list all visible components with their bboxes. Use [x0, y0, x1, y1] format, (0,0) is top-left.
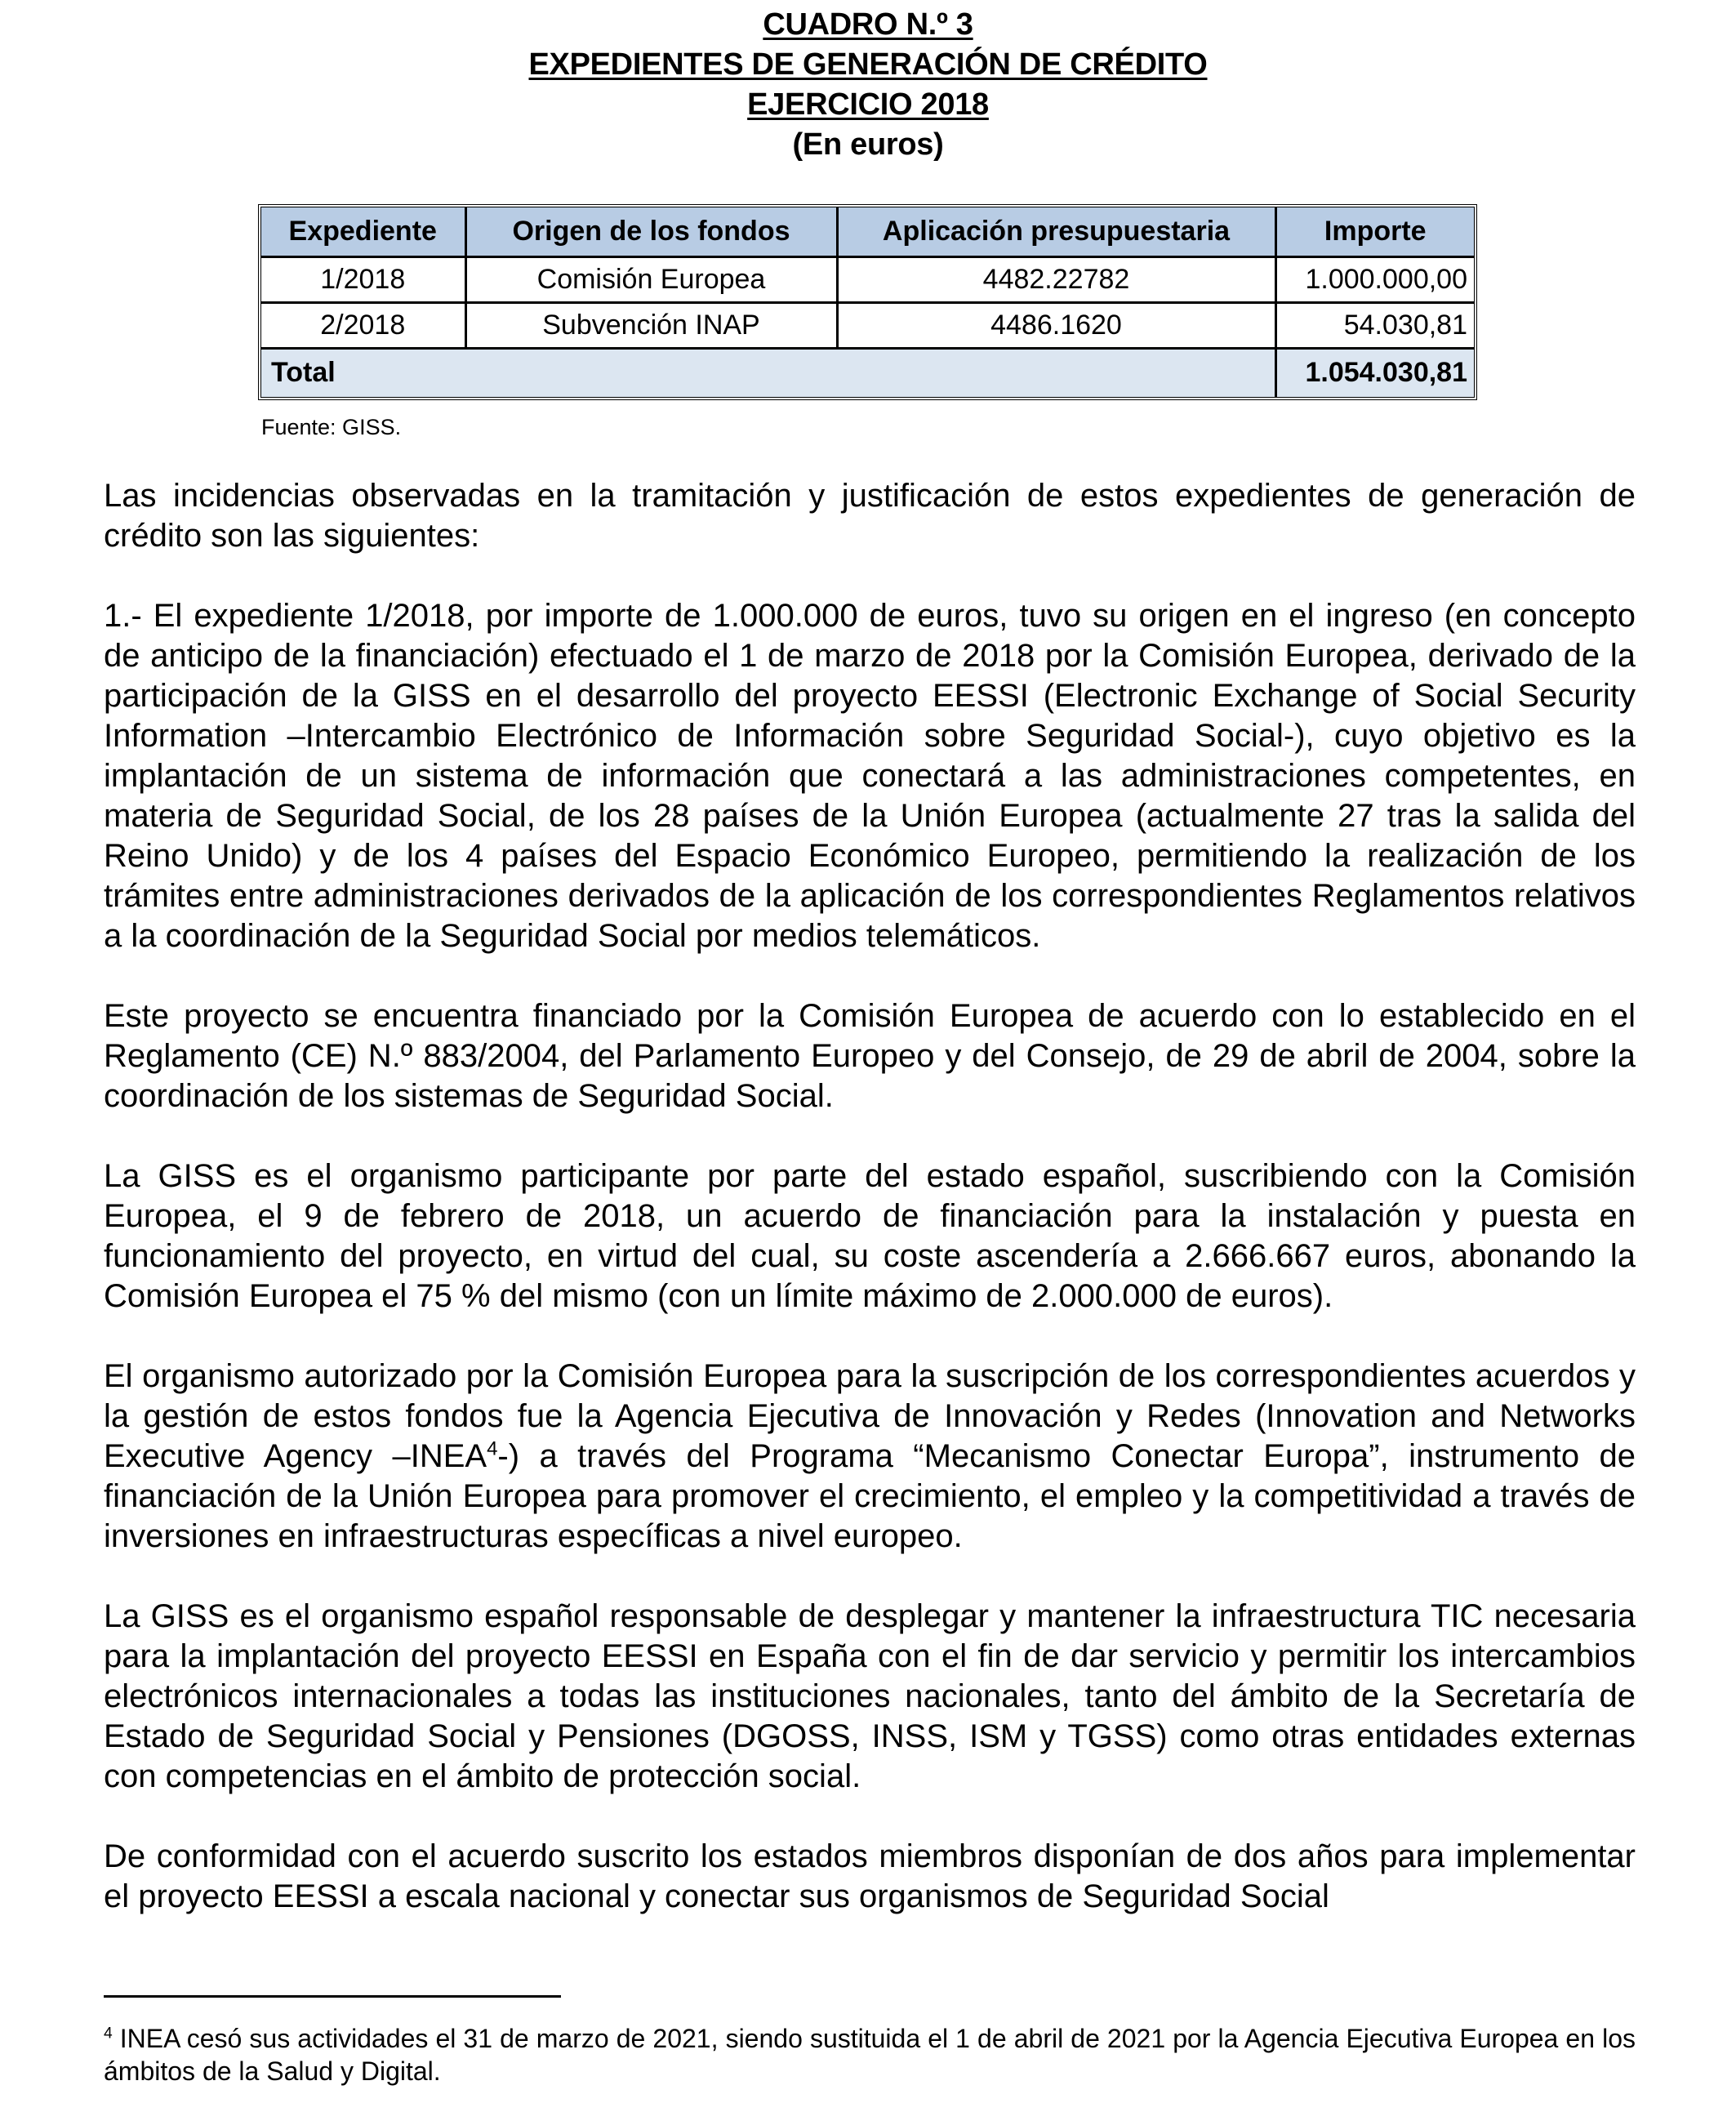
cell-importe: 54.030,81: [1275, 302, 1474, 348]
paragraph-conformity: De conformidad con el acuerdo suscrito los estados miembros disponían de dos años para implementar el proyecto EESSI a escala nacional y conectar sus organismos de Seguridad Social: [104, 1838, 1636, 1914]
footnote-number: 4: [104, 2025, 113, 2043]
credit-generation-table: [258, 204, 1477, 400]
table-total-row: [261, 348, 1474, 397]
cell-origen: Comisión Europea: [465, 256, 837, 302]
table-header-row: [261, 207, 1474, 256]
document-header: [0, 5, 1736, 165]
table-number-title: CUADRO N.º 3: [763, 7, 973, 42]
cell-expediente: 2/2018: [261, 302, 465, 348]
currency-subtitle: (En euros): [792, 127, 944, 162]
table-row: [261, 256, 1474, 302]
cell-importe: 1.000.000,00: [1275, 256, 1474, 302]
table-row: [261, 302, 1474, 348]
cell-expediente: 1/2018: [261, 256, 465, 302]
cell-origen: Subvención INAP: [465, 302, 837, 348]
footnote: [104, 2022, 1636, 2087]
paragraph-inea: El organismo autorizado por la Comisión Europea para la suscripción de los correspondientes acuerdos y la gestión de estos fondos fue la Agencia Ejecutiva de Innovación y Redes (Innovation and Networks Executive Agency –INEA$^4$-) a través del Programa “Mecanismo Conectar Europa”, instrumento de financiación de la Unión Europea para promover el crecimiento, el empleo y la competitividad a través de inversiones en infraestructuras específicas a nivel europeo.: [104, 1358, 1636, 1554]
cell-aplicacion: 4486.1620: [837, 302, 1275, 348]
column-header-aplicacion: Aplicación presupuestaria: [837, 207, 1275, 256]
cell-aplicacion: 4482.22782: [837, 256, 1275, 302]
paragraph-giss-role: La GISS es el organismo español responsable de desplegar y mantener la infraestructura TIC necesaria para la implantación del proyecto EESSI en España con el fin de dar servicio y permitir los intercambios electrónicos internacionales a todas las instituciones nacionales, tanto del ámbito de la Secretaría de Estado de Seguridad Social y Pensiones (DGOSS, INSS, ISM y TGSS) como otras entidades externas con competencias en el ámbito de protección social.: [104, 1598, 1636, 1794]
paragraph-intro: Las incidencias observadas en la tramitación y justificación de estos expedientes de generación de crédito son las siguientes:: [104, 478, 1636, 554]
column-header-importe: Importe: [1275, 207, 1474, 256]
total-label: Total: [261, 348, 1275, 397]
paragraph-financing: Este proyecto se encuentra financiado por la Comisión Europea de acuerdo con lo establecido en el Reglamento (CE) N.º 883/2004, del Parlamento Europeo y del Consejo, de 29 de abril de 2004, sobre la coordinación de los sistemas de Seguridad Social.: [104, 998, 1636, 1114]
paragraph-expediente-1: 1.- El expediente 1/2018, por importe de 1.000.000 de euros, tuvo su origen en el ingreso (en concepto de anticipo de la financiación) efectuado el 1 de marzo de 2018 por la Comisión Europea, derivado de la participación de la GISS en el desarrollo del proyecto EESSI (Electronic Exchange of Social Security Information –Intercambio Electrónico de Información sobre Seguridad Social-), cuyo objetivo es la implantación de un sistema de información que conectará a las administraciones competentes, en materia de Seguridad Social, de los 28 países de la Unión Europea (actualmente 27 tras la salida del Reino Unido) y de los 4 países del Espacio Económico Europeo, permitiendo la realización de los trámites entre administraciones derivados de la aplicación de los correspondientes Reglamentos relativos a la coordinación de la Seguridad Social por medios telemáticos.: [104, 598, 1636, 954]
footnote-text: INEA cesó sus actividades el 31 de marzo de 2021, siendo sustituida el 1 de abril de 2021 por la Agencia Ejecutiva Europea en los ámbitos de la Salud y Digital.: [104, 2024, 1636, 2086]
body-text: [104, 476, 1636, 1957]
table-source-note: Fuente: GISS.: [261, 415, 402, 439]
footnote-separator: [104, 1995, 561, 1998]
fiscal-year-title: EJERCICIO 2018: [747, 87, 989, 122]
footnote-reference[interactable]: 4: [487, 1437, 498, 1460]
column-header-expediente: Expediente: [261, 207, 465, 256]
paragraph-agreement: La GISS es el organismo participante por parte del estado español, suscribiendo con la Comisión Europea, el 9 de febrero de 2018, un acuerdo de financiación para la instalación y puesta en funcionamiento del proyecto, en virtud del cual, su coste ascendería a 2.666.667 euros, abonando la Comisión Europea el 75 % del mismo (con un límite máximo de 2.000.000 de euros).: [104, 1158, 1636, 1314]
table-title: EXPEDIENTES DE GENERACIÓN DE CRÉDITO: [528, 47, 1208, 82]
column-header-origen: Origen de los fondos: [465, 207, 837, 256]
total-value: 1.054.030,81: [1275, 348, 1474, 397]
